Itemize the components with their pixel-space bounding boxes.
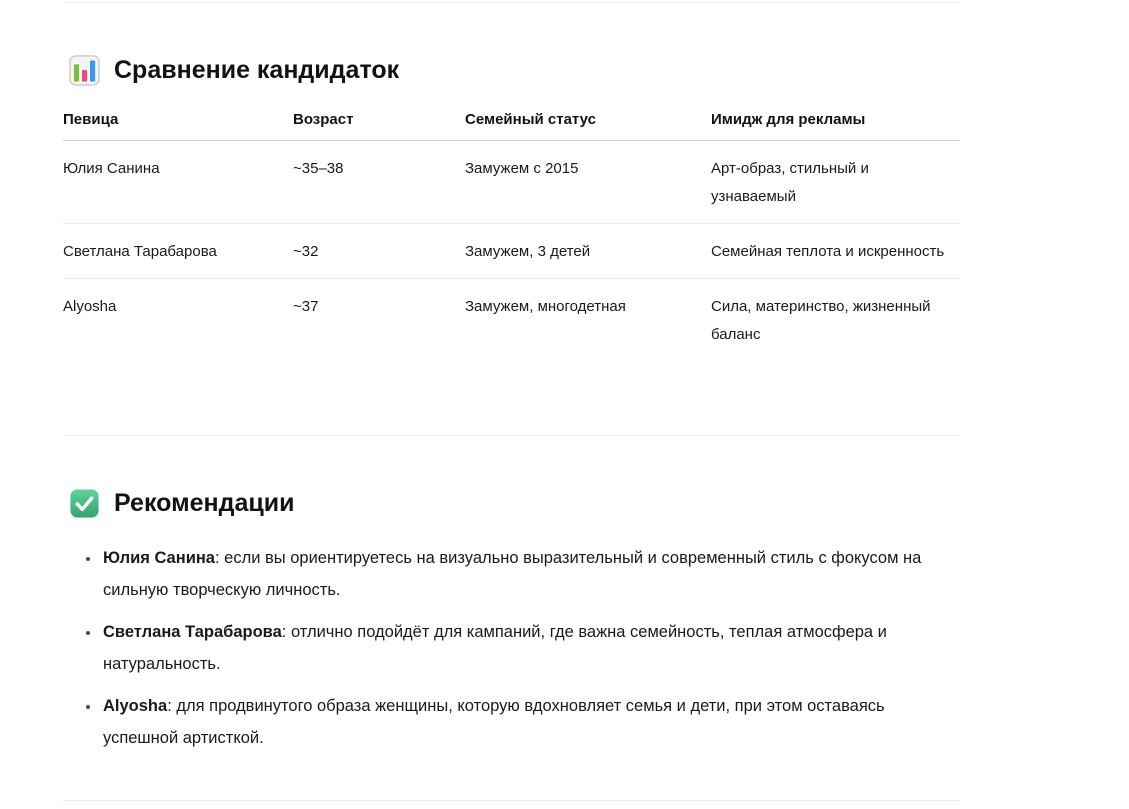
candidates-comparison-table bbox=[63, 111, 960, 361]
document-content bbox=[63, 0, 960, 801]
cell-ad-image: Сила, материнство, жизненный баланс bbox=[711, 298, 931, 343]
column-header-singer: Певица bbox=[63, 111, 293, 141]
table-row bbox=[63, 141, 960, 224]
cell-age: ~35–38 bbox=[293, 141, 465, 224]
recommendation-text: : если вы ориентируетесь на визуально выразительный и современный стиль с фокусом на сильную творческую личность. bbox=[103, 549, 922, 599]
column-header-ad-image: Имидж для рекламы bbox=[711, 111, 960, 141]
recommendation-text: : для продвинутого образа женщины, которую вдохновляет семья и дети, при этом оставаясь успешной артисткой. bbox=[103, 697, 885, 747]
check-mark-icon bbox=[69, 488, 100, 519]
recommendation-text: : отлично подойдёт для кампаний, где важна семейность, теплая атмосфера и натуральность. bbox=[103, 623, 887, 673]
list-item bbox=[101, 616, 960, 680]
table-header bbox=[63, 111, 960, 141]
list-item bbox=[101, 690, 960, 754]
table-row bbox=[63, 279, 960, 362]
bottom-divider bbox=[63, 800, 960, 801]
recommendations-list bbox=[63, 542, 960, 754]
comparison-section-heading bbox=[63, 53, 960, 87]
cell-singer: Светлана Тарабарова bbox=[63, 224, 293, 279]
recommendation-name: Alyosha bbox=[103, 697, 168, 715]
cell-family-status: Замужем с 2015 bbox=[465, 141, 711, 224]
comparison-section-title: Сравнение кандидаток bbox=[114, 56, 400, 84]
cell-singer: Юлия Санина bbox=[63, 141, 293, 224]
section-divider bbox=[63, 435, 960, 436]
table-row bbox=[63, 224, 960, 279]
cell-ad-image: Арт-образ, стильный и узнаваемый bbox=[711, 141, 960, 224]
recommendations-section-heading bbox=[63, 486, 960, 520]
cell-family-status: Замужем, 3 детей bbox=[465, 224, 711, 279]
bar-chart-icon bbox=[69, 55, 100, 86]
cell-age: ~37 bbox=[293, 298, 319, 315]
recommendation-name: Юлия Санина bbox=[103, 549, 215, 567]
column-header-family-status: Семейный статус bbox=[465, 111, 711, 141]
cell-age: ~32 bbox=[293, 224, 465, 279]
list-item bbox=[101, 542, 960, 606]
column-header-age: Возраст bbox=[293, 111, 465, 141]
top-divider bbox=[63, 2, 960, 3]
cell-family-status: Замужем, многодетная bbox=[465, 298, 626, 315]
recommendation-name: Светлана Тарабарова bbox=[103, 623, 282, 641]
recommendations-section-title: Рекомендации bbox=[114, 489, 295, 517]
cell-ad-image: Семейная теплота и искренность bbox=[711, 224, 960, 279]
cell-singer: Alyosha bbox=[63, 298, 117, 315]
